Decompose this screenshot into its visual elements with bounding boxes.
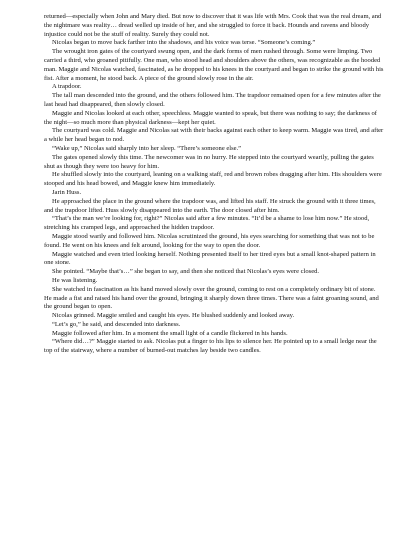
paragraph-5: The tall man descended into the ground, and the others followed him. The trapdoor remained open for a few minutes after the last head had disappeared, then slowly closed. <box>44 92 381 108</box>
paragraph-2: Nicolas began to move back farther into the shadows, and his voice was terse. “Someone’s coming.” <box>52 39 316 47</box>
paragraph-19: Nicolas grinned. Maggie smiled and caught his eyes. He blushed suddenly and looked away. <box>52 312 295 320</box>
paragraph-3: The wrought iron gates of the courtyard swung open, and the dark forms of men rushed through. Some were limping. Two carried a third, who groaned pitifully. One man, who stood head and shoulders above the others, was recognizable as the hooded man. Maggie and Nicolas watched, fascinated, as he dropped to his knees in the courtyard and began to strike the ground with his fist. After a moment, he stood back. A piece of the ground slowly rose in the air. <box>44 48 384 82</box>
paragraph-17: He was listening. <box>52 276 98 284</box>
paragraph-10: He shuffled slowly into the courtyard, leaning on a walking staff, red and brown robes dragging after him. His shoulders were stooped and his head bowed, and Maggie knew him immediately. <box>44 171 382 188</box>
paragraph-11: Jarin Huss. <box>52 188 82 196</box>
paragraph-13: “That’s the man we’re looking for, right?” Nicolas said after a few minutes. “It’d be a shame to lose him now.” He stood, stretching his cramped legs, and approached the hidden trapdoor. <box>44 215 370 232</box>
paragraph-8: “Wake up,” Nicolas said sharply into her sleep. “There’s someone else.” <box>52 144 242 152</box>
paragraph-4: A trapdoor. <box>52 83 82 91</box>
paragraph-14: Maggie stood warily and followed him. Nicolas scrutinized the ground, his eyes searching for something that was not to be found. He went on his knees and felt around, looking for the way to open the door. <box>44 232 375 249</box>
paragraph-18: She watched in fascination as his hand moved slowly over the ground, coming to rest on a completely ordinary bit of stone. He made a fist and raised his hand over the ground, bringing it sharply down three times. There was a faint groaning sound, and the ground began to open. <box>44 285 379 311</box>
paragraph-12: He approached the place in the ground where the trapdoor was, and lifted his staff. He struck the ground with it three times, and the trapdoor lifted. Huss slowly disappeared into the earth. The door closed after him. <box>44 197 376 214</box>
paragraph-21: Maggie followed after him. In a moment the small light of a candle flickered in his hands. <box>52 329 288 337</box>
book-page-text <box>44 13 384 356</box>
paragraph-1: returned—especially when John and Mary died. But now to discover that it was life with Mrs. Cook that was the real dream, and the nightmare was reality… dread welled up inside of her, and she struggled to force it back. Hounds and ravens and bloody injustice could not be the stuff of reality. Surely they could not. <box>44 13 382 38</box>
paragraph-22: “Where did…?” Maggie started to ask. Nicolas put a finger to his lips to silence her. He pointed up to a small ledge near the top of the stairway, where a number of burned-out matches lay beside two candles. <box>44 338 377 355</box>
paragraph-9: The gates opened slowly this time. The newcomer was in no hurry. He stepped into the courtyard wearily, pulling the gates shut as though they were too heavy for him. <box>44 153 374 170</box>
paragraph-7: The courtyard was cold. Maggie and Nicolas sat with their backs against each other to keep warm. Maggie was tired, and after a while her head began to nod. <box>44 127 384 144</box>
paragraph-16: She pointed. “Maybe that’s…” she began to say, and then she noticed that Nicolas’s eyes were closed. <box>52 268 320 276</box>
paragraph-15: Maggie watched and even tried looking herself. Nothing presented itself to her tired eyes but a small knot-shaped pattern in one stone. <box>44 250 376 267</box>
paragraph-6: Maggie and Nicolas looked at each other, speechless. Maggie wanted to speak, but there was nothing to say; the darkness of the night—so much more than physical darkness—kept her quiet. <box>44 109 377 126</box>
paragraph-20: “Let’s go,” he said, and descended into darkness. <box>52 320 181 328</box>
